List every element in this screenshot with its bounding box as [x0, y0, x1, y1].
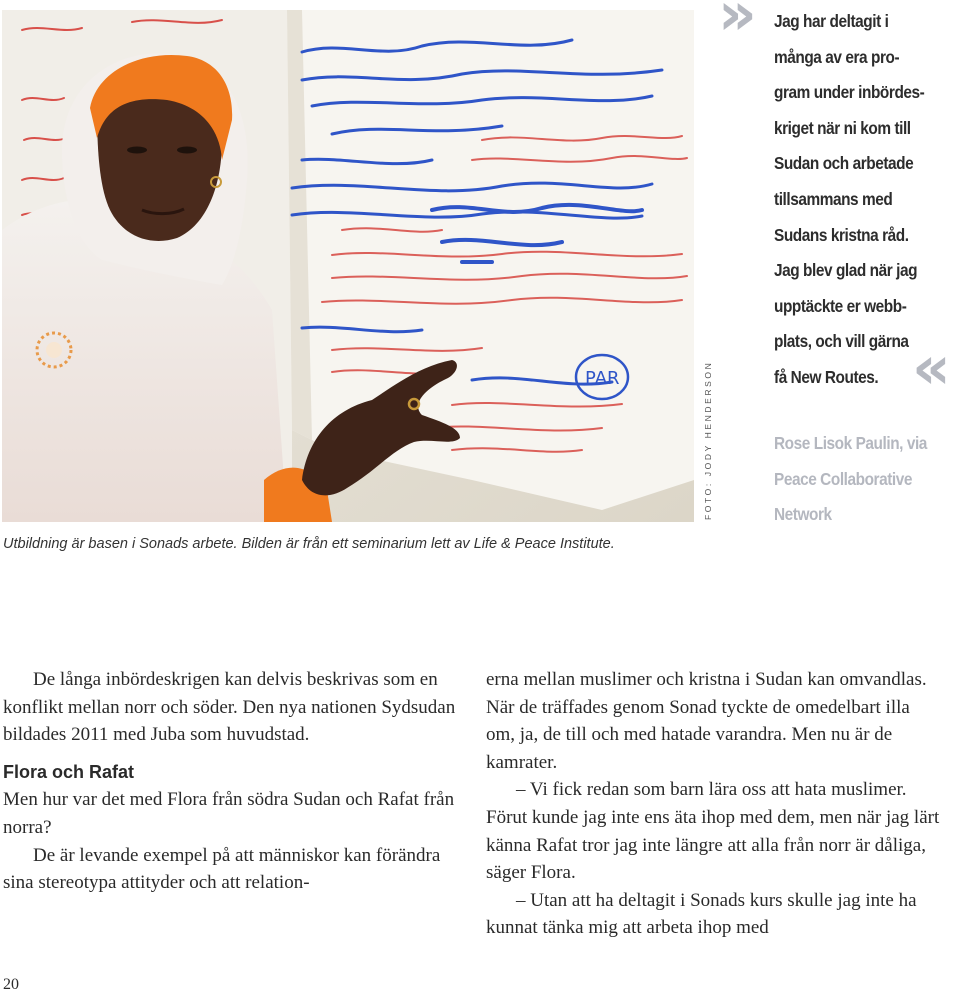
article-paragraph: – Utan att ha deltagit i Sonads kurs skulle jag inte ha kunnat tänka mig att arbeta ihop med — [486, 889, 917, 939]
quote-open-mark: » — [718, 0, 757, 49]
article-subheading: Flora och Rafat — [3, 761, 135, 782]
pull-quote-line: plats, och vill gärna — [774, 331, 909, 352]
pull-quote-source-line: Network — [774, 504, 832, 525]
article-column-left — [3, 666, 458, 897]
article-paragraph: Men hur var det med Flora från södra Sudan och Rafat från norra? — [3, 789, 455, 838]
poster-par-label: PAR — [585, 368, 620, 389]
pull-quote-source-line: Peace Collaborative — [774, 468, 913, 489]
pull-quote-line: Sudans kristna råd. — [774, 224, 909, 245]
pull-quote-source — [774, 426, 950, 533]
pull-quote-line: upptäckte er webb- — [774, 295, 907, 316]
photo-credit-text: FOTO: JODY HENDERSON — [703, 360, 713, 520]
pull-quote-line: Sudan och arbetade — [774, 153, 914, 174]
pull-quote-line: gram under inbördes- — [774, 82, 925, 103]
article-paragraph: De långa inbördeskrigen kan delvis beskrivas som en konflikt mellan norr och söder. Den nya nationen Sydsudan bildades 2011 med Juba som huvudstad. — [3, 669, 456, 746]
pull-quote-source-line: Rose Lisok Paulin, via — [774, 433, 927, 453]
article-column-right — [486, 666, 941, 942]
pull-quote-line: kriget när ni kom till — [774, 117, 911, 138]
pull-quote-line: Jag blev glad när jag — [774, 260, 918, 281]
photo-credit — [703, 360, 713, 530]
article-paragraph: De är levande exempel på att människor kan förändra sina stereotypa attityder och att relation- — [3, 844, 441, 894]
pull-quote-line: Jag har deltagit i — [774, 11, 889, 31]
pull-quote-line: få New Routes. — [774, 366, 879, 387]
photo-caption: Utbildning är basen i Sonads arbete. Bilden är från ett seminarium lett av Life & Peace Institute. — [3, 536, 615, 552]
pull-quote-line: många av era pro- — [774, 46, 900, 67]
article-paragraph: – Vi fick redan som barn lära oss att hata muslimer. Förut kunde jag inte ens äta ihop med dem, men när jag lärt känna Rafat tror jag inte längre att alla från norr är dåliga, säger Flora. — [486, 779, 940, 884]
pull-quote-line: tillsammans med — [774, 188, 893, 209]
seminar-photo — [2, 10, 694, 522]
seminar-photo-illustration — [2, 10, 694, 522]
page-number: 20 — [3, 976, 19, 993]
quote-close-mark: « — [912, 333, 951, 403]
article-paragraph: erna mellan muslimer och kristna i Sudan kan omvandlas. När de träffades genom Sonad tyckte de omedelbart illa om, ja, de till och med hatade varandra. Men nu är de kamrater. — [486, 669, 927, 773]
